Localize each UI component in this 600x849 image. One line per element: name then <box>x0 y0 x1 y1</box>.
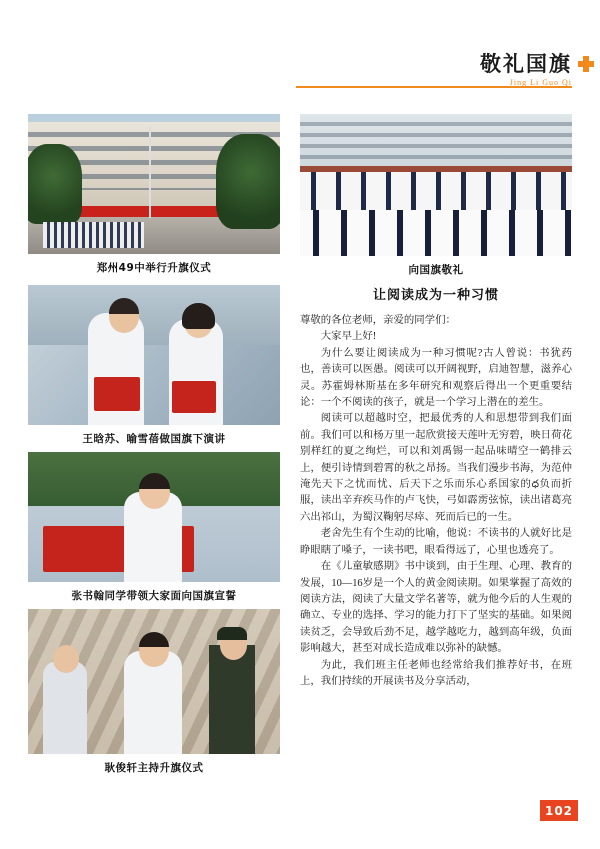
photo-caption-host: 耿俊轩主持升旗仪式 <box>104 762 204 774</box>
article-paragraph: 尊敬的各位老师，亲爱的同学们： <box>300 315 456 326</box>
photo-caption-salute: 向国旗敬礼 <box>408 264 464 276</box>
photo-ceremony-host <box>28 609 280 754</box>
photo-flag-raising-ceremony <box>28 114 280 254</box>
photo-caption-oath: 张书翰同学带领大家面向国旗宣誓 <box>71 590 237 602</box>
page-title-pinyin: Jing Li Guo Qi <box>509 78 572 87</box>
article-paragraph: 在《儿童敏感期》书中谈到，由于生理、心理、教育的发展，10—16岁是一个人的黄金阅读期。如果掌握了高效的阅读方法，阅读了大量文学名著等，就为他今后的人生观的确立、专业的选择、学习的能力打下了坚实的基础。如果阅读贫乏，会导致后劲不足，越学越吃力，越到高年级，负面影响越大，甚至对成长造成难以弥补的缺憾。 <box>300 561 572 655</box>
article <box>300 284 572 690</box>
article-paragraph: 为什么要让阅读成为一种习惯呢?古人曾说：书犹药也，善读可以医愚。阅读可以开阔视野，启迪智慧，滋养心灵。苏霍姆林斯基在多年研究和观察后得出一个更重要结论：一个不阅读的孩子，就是一个学习上潜在的差生。 <box>300 347 572 409</box>
article-paragraph: 阅读可以超越时空，把最优秀的人和思想带到我们面前。我们可以和杨万里一起欣赏接天莲叶无穷碧，映日荷花别样红的夏之绚烂，可以和刘禹锡一起品味晴空一鹤排云上，便引诗情到碧霄的秋之昂扬。当我们漫步书海，为范仲淹先天下之忧而忧、后天下之乐而乐心系国家的ధ负而折服，读出辛弃疾马作的卢飞快，弓如霹雳弦惊，读出诸葛亮六出祁山，为蜀汉鞠躬尽瘁、死而后已的一生。 <box>300 413 572 523</box>
photo-salute-to-flag <box>300 114 572 256</box>
article-title: 让阅读成为一种习惯 <box>372 288 499 303</box>
photo-flag-oath <box>28 452 280 582</box>
article-paragraph: 大家早上好! <box>320 331 377 343</box>
photo-flag-speech <box>28 285 280 425</box>
page-number-badge: 102 <box>540 800 578 821</box>
page-title: 敬礼国旗 <box>480 52 572 76</box>
photo-caption-speech: 王晗苏、喻雪蓓做国旗下演讲 <box>82 433 226 445</box>
article-body <box>300 313 572 690</box>
header-title-block <box>480 54 572 87</box>
photo-caption-flag-raising: 郑州49中举行升旗仪式 <box>96 262 212 274</box>
page-header <box>0 52 600 98</box>
article-paragraph: 为此，我们班主任老师也经常给我们推荐好书，在班上，我们持续的开展读书及分享活动， <box>300 659 572 687</box>
plus-mark-icon <box>578 56 594 72</box>
article-paragraph: 老舍先生有个生动的比喻，他说：不读书的人就好比是睁眼瞎了嗓子，一读书吧，眼看得远了，心里也透亮了。 <box>300 528 572 556</box>
